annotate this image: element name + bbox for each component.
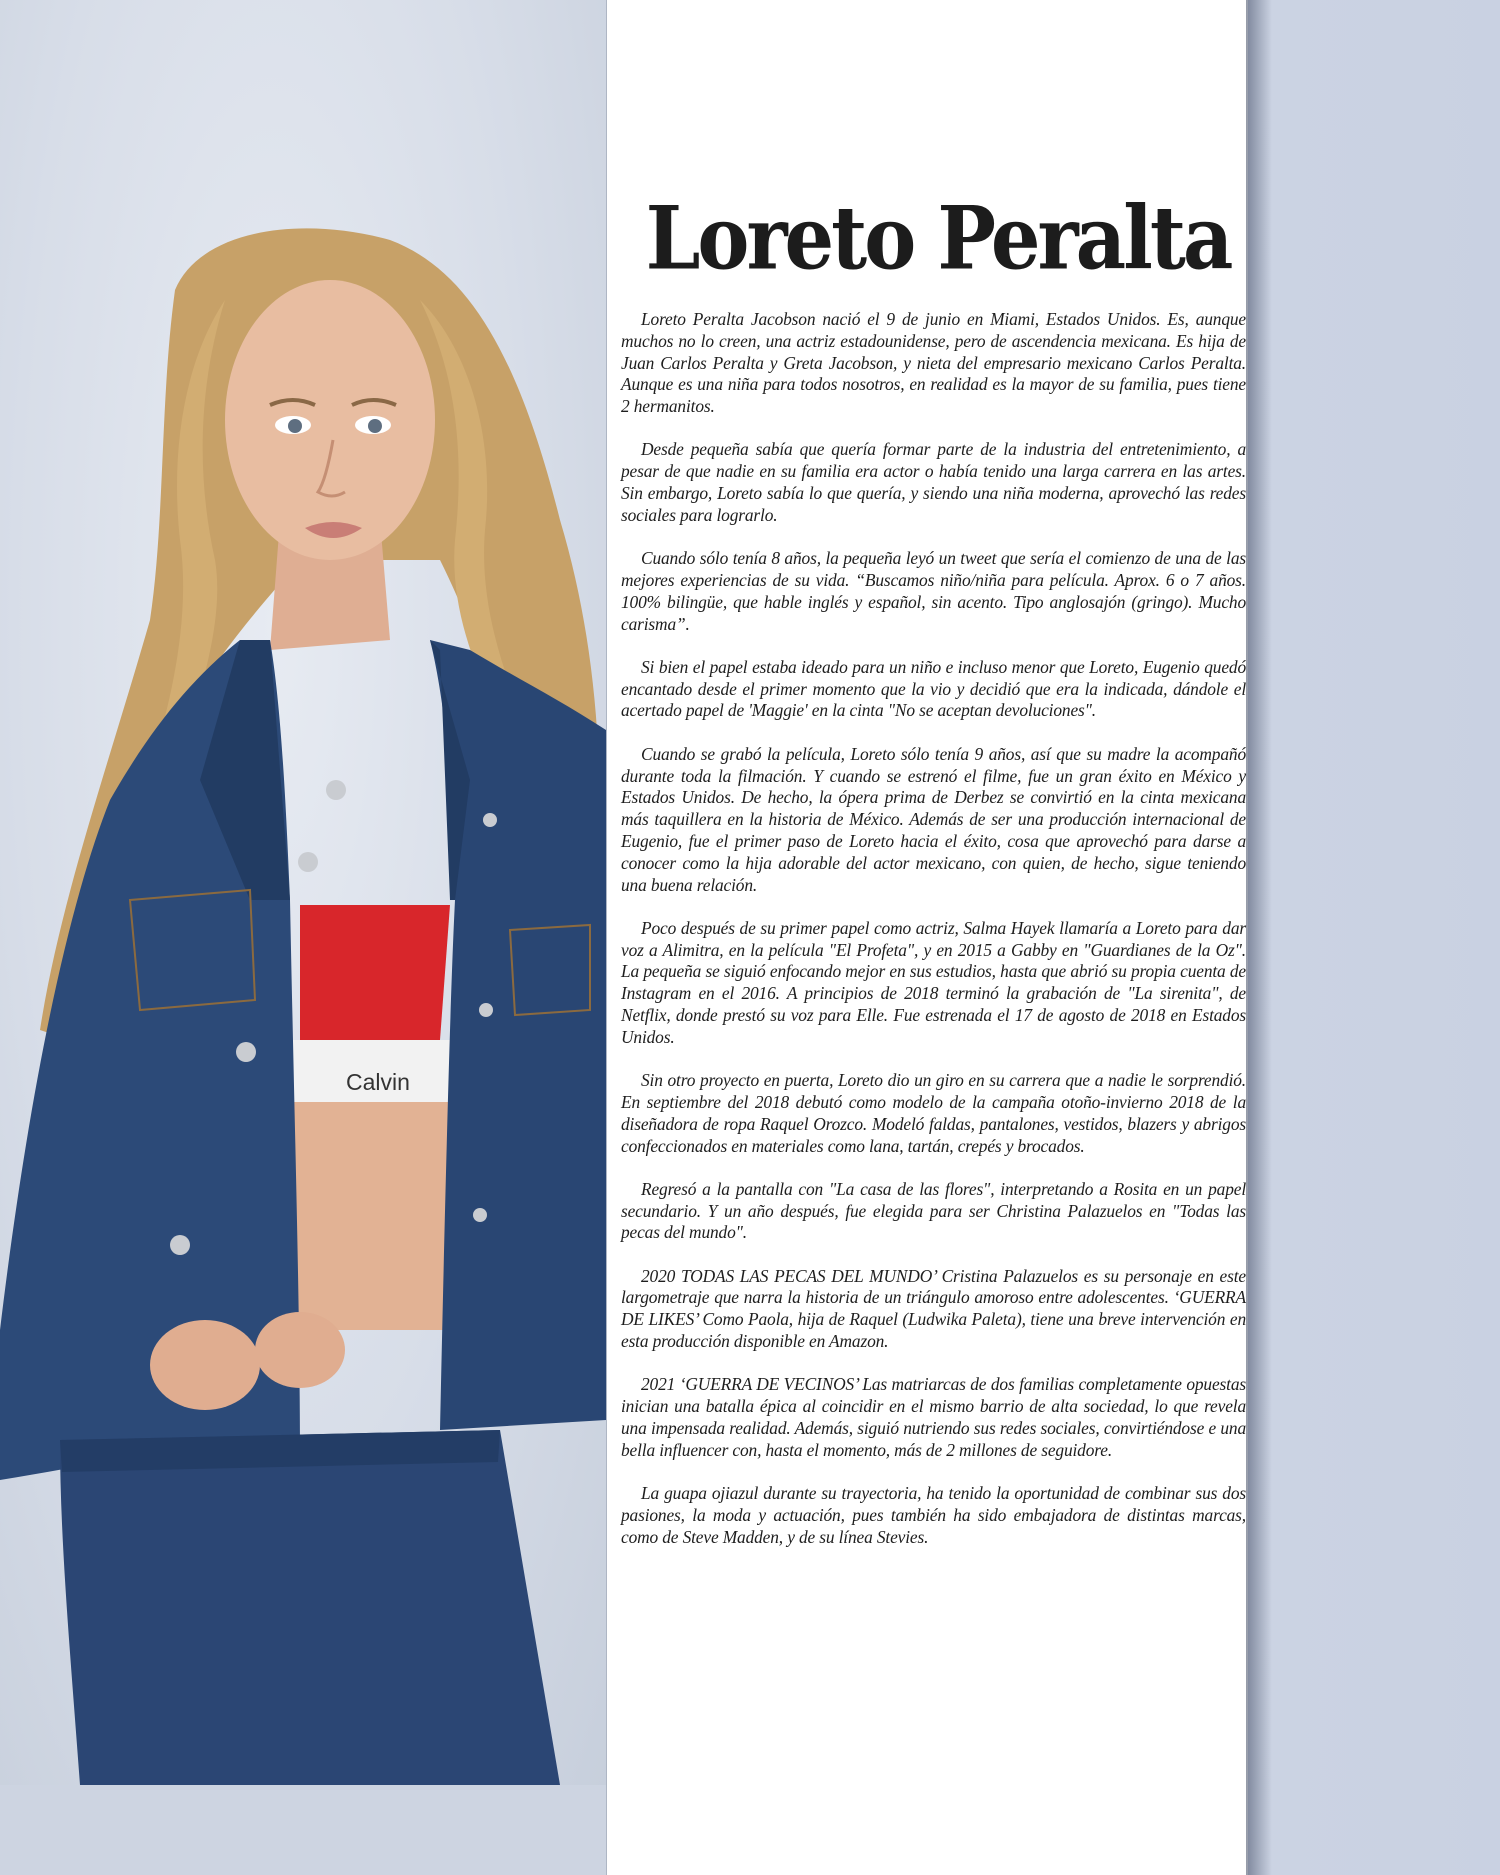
paragraph-7: Sin otro proyecto en puerta, Loreto dio un giro en su carrera que a nadie le sorprendió. En septiembre del 2018 debutó como modelo de la campaña otoño-invierno 2018 de la diseñadora de ropa Raquel Orozco. Modeló faldas, pantalones, vestidos, blazers y abrigos confeccionados en materiales como lana, tartán, crepés y brocados. xyxy=(621,1070,1246,1156)
paragraph-11: La guapa ojiazul durante su trayectoria, ha tenido la oportunidad de combinar sus dos pasiones, la moda y actuación, pues también ha sido embajadora de distintas marcas, como de Steve Madden, y de su línea Stevies. xyxy=(621,1483,1246,1547)
article-body xyxy=(621,309,1246,1570)
article-title: Loreto Peralta xyxy=(645,188,1231,290)
paragraph-2: Desde pequeña sabía que quería formar parte de la industria del entretenimiento, a pesar de que nadie en su familia era actor o había tenido una larga carrera en las artes. Sin embargo, Loreto sabía lo que quería, y siendo una niña moderna, aprovechó las redes sociales para lograrlo. xyxy=(621,439,1246,525)
column-shadow xyxy=(1246,0,1272,1875)
paragraph-3: Cuando sólo tenía 8 años, la pequeña leyó un tweet que sería el comienzo de una de las mejores experiencias de su vida. “Buscamos niño/niña para película. Aprox. 6 o 7 años. 100% bilingüe, que hable inglés y español, sin acento. Tipo anglosajón (gringo). Mucho carisma”. xyxy=(621,548,1246,634)
paragraph-9: 2020 TODAS LAS PECAS DEL MUNDO’ Cristina Palazuelos es su personaje en este largometraje que narra la historia de un triángulo amoroso entre adolescentes. ‘GUERRA DE LIKES’ Como Paola, hija de Raquel (Ludwika Paleta), tiene una breve intervención en esta producción disponible en Amazon. xyxy=(621,1265,1246,1352)
paragraph-10: 2021 ‘GUERRA DE VECINOS’ Las matriarcas de dos familias completamente opuestas inician una batalla épica al coincidir en el mismo barrio de alta sociedad, lo que revela una impensada realidad. Además, siguió nutriendo sus redes sociales, convirtiéndose e una bella influencer con, hasta el momento, más de 2 millones de seguidore. xyxy=(621,1374,1246,1460)
article-column xyxy=(606,0,1248,1875)
paragraph-8: Regresó a la pantalla con "La casa de las flores", interpretando a Rosita en un papel secundario. Y un año después, fue elegida para ser Christina Palazuelos en "Todas las pecas del mundo". xyxy=(621,1178,1246,1243)
paragraph-6: Poco después de su primer papel como actriz, Salma Hayek llamaría a Loreto para dar voz a Alimitra, en la película "El Profeta", y en 2015 a Gabby en "Guardianes de la Oz". La pequeña se siguió enfocando mejor en sus estudios, hasta que abrió su propia cuenta de Instagram en el 2016. A principios de 2018 terminó la grabación de "La sirenita", de Netflix, donde prestó su voz para Elle. Fue estrenada el 17 de agosto de 2018 en Estados Unidos. xyxy=(621,917,1246,1047)
paragraph-4: Si bien el papel estaba ideado para un niño e incluso menor que Loreto, Eugenio quedó encantado desde el primer momento que la vio y decidió que era la indicada, dándole el acertado papel de 'Maggie' en la cinta "No se aceptan devoluciones". xyxy=(621,656,1246,721)
paragraph-5: Cuando se grabó la película, Loreto sólo tenía 9 años, así que su madre la acompañó durante toda la filmación. Y cuando se estrenó el filme, fue un gran éxito en México y Estados Unidos. De hecho, la ópera prima de Derbez se convirtió en la cinta mexicana más taquillera en la historia de México. Además de ser una producción internacional de Eugenio, fue el primer paso de Loreto hacia el éxito, cosa que aprovechó para darse a conocer como la hija adorable del actor mexicano, con quien, de hecho, sigue teniendo una buena relación. xyxy=(621,743,1246,895)
photo-bottom-margin xyxy=(0,1785,606,1875)
waistband-logo-text: Calvin xyxy=(346,1069,410,1095)
paragraph-1: Loreto Peralta Jacobson nació el 9 de junio en Miami, Estados Unidos. Es, aunque muchos no lo creen, una actriz estadounidense, pero de ascendencia mexicana. Es hija de Juan Carlos Peralta y Greta Jacobson, y nieta del empresario mexicano Carlos Peralta. Aunque es una niña para todos nosotros, en realidad es la mayor de su familia, pues tiene 2 hermanitos. xyxy=(621,309,1246,417)
portrait-photo xyxy=(0,0,606,1785)
portrait-illustration xyxy=(0,0,606,1785)
